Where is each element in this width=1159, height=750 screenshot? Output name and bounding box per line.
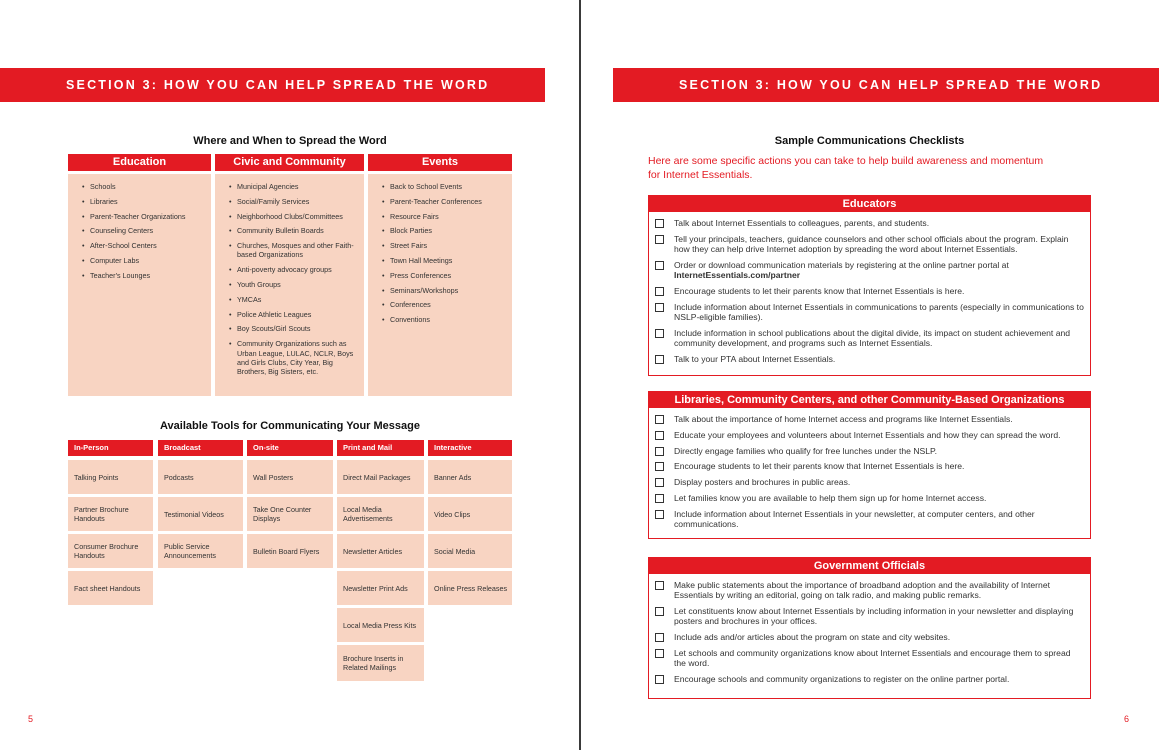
tool-cell-text: Talking Points xyxy=(74,472,119,482)
tool-cell-text: Newsletter Articles xyxy=(343,546,403,556)
tool-cell-text: Online Press Releases xyxy=(434,583,508,593)
tool-cell xyxy=(68,534,153,568)
checkbox-icon[interactable] xyxy=(655,510,664,519)
checklist-government xyxy=(648,557,1091,699)
tool-cell-text: Partner Brochure Handouts xyxy=(74,505,129,523)
tool-cell-text: Newsletter Print Ads xyxy=(343,583,408,593)
checklist-item xyxy=(655,674,1084,684)
checklist-item-text: Include ads and/or articles about the program on state and city websites. xyxy=(674,632,951,642)
tool-cell-text: Testimonial Videos xyxy=(164,509,224,519)
list-item: • Counseling Centers xyxy=(82,226,205,235)
list-item: • Back to School Events xyxy=(382,182,506,191)
column-header: Events xyxy=(368,154,512,171)
tool-cell-text: Public Service Announcements xyxy=(164,542,216,560)
list-item: • Youth Groups xyxy=(229,280,358,289)
list-item: • Community Bulletin Boards xyxy=(229,226,358,235)
checkbox-icon[interactable] xyxy=(655,329,664,338)
tool-cell xyxy=(337,460,424,494)
checkbox-icon[interactable] xyxy=(655,633,664,642)
checklist-item xyxy=(655,430,1084,440)
checklist-item xyxy=(655,477,1084,487)
checklist-item xyxy=(655,461,1084,471)
list-item: • Anti-poverty advocacy groups xyxy=(229,265,358,274)
checkbox-icon[interactable] xyxy=(655,415,664,424)
checklist-item xyxy=(655,606,1084,626)
tool-cell xyxy=(337,534,424,568)
list-item: • Churches, Mosques and other Faith-based Organizations xyxy=(229,241,358,260)
checklist-item-text: Order or download communication materials by registering at the online partner portal at xyxy=(674,259,1009,270)
checkbox-icon[interactable] xyxy=(655,581,664,590)
checklist-item-text: Include information about Internet Essentials in your newsletter, at computer centers, and other communications. xyxy=(674,508,1035,529)
tools-column-header: Print and Mail xyxy=(337,440,424,456)
checklist-item-text: Educate your employees and volunteers about Internet Essentials and how they can spread the word. xyxy=(674,429,1061,440)
checklist-item xyxy=(655,446,1084,456)
list-item: • Town Hall Meetings xyxy=(382,256,506,265)
checklist-item xyxy=(655,648,1084,668)
tool-cell xyxy=(158,497,243,531)
checkbox-icon[interactable] xyxy=(655,494,664,503)
checklist-item-text: Talk about the importance of home Internet access and programs like Internet Essentials. xyxy=(674,414,1013,424)
checklist-item xyxy=(655,302,1084,322)
checklist-item-text: Encourage students to let their parents know that Internet Essentials is here. xyxy=(674,285,965,296)
checklist-item-text: Let schools and community organizations know about Internet Essentials and encourage them to spread the word. xyxy=(674,647,1071,668)
checklist-item xyxy=(655,328,1084,348)
tool-cell-text: Local Media Advertisements xyxy=(343,505,393,523)
checklist-item xyxy=(655,218,1084,228)
tool-cell xyxy=(428,497,512,531)
tool-cell xyxy=(337,497,424,531)
checkbox-icon[interactable] xyxy=(655,447,664,456)
checkbox-icon[interactable] xyxy=(655,355,664,364)
tools-column-header: Interactive xyxy=(428,440,512,456)
section-banner: SECTION 3: HOW YOU CAN HELP SPREAD THE WORD xyxy=(0,68,545,102)
tools-column-header: Broadcast xyxy=(158,440,243,456)
tool-cell xyxy=(247,534,333,568)
list-item: • Teacher's Lounges xyxy=(82,271,205,280)
tool-cell xyxy=(68,460,153,494)
tools-column-header: In-Person xyxy=(68,440,153,456)
checklist-item xyxy=(655,234,1084,254)
page-number: 6 xyxy=(1124,714,1130,724)
left-page xyxy=(0,0,579,750)
list-item: • Neighborhood Clubs/Committees xyxy=(229,212,358,221)
checklist-libraries xyxy=(648,391,1091,539)
checkbox-icon[interactable] xyxy=(655,675,664,684)
tool-cell-text: Bulletin Board Flyers xyxy=(253,546,320,556)
checklist-item-text: Let constituents know about Internet Essentials by including information in your newsletter and displaying posters and brochures in your offices. xyxy=(674,606,1074,627)
list-item: • Seminars/Workshops xyxy=(382,286,506,295)
tool-cell-text: Wall Posters xyxy=(253,472,294,482)
tool-cell-text: Social Media xyxy=(434,546,476,556)
list-item: • Conferences xyxy=(382,300,506,309)
tool-cell xyxy=(337,645,424,681)
checklist-item xyxy=(655,632,1084,642)
list-item: • Block Parties xyxy=(382,226,506,235)
checkbox-icon[interactable] xyxy=(655,261,664,270)
checklist-item-text: Encourage schools and community organizations to register on the online partner portal. xyxy=(674,673,1010,684)
tool-cell xyxy=(428,460,512,494)
checkbox-icon[interactable] xyxy=(655,649,664,658)
tool-cell-text: Banner Ads xyxy=(434,472,472,482)
partner-portal-link[interactable]: InternetEssentials.com/partner xyxy=(674,270,801,280)
checklist-item-text: Talk about Internet Essentials to colleagues, parents, and students. xyxy=(674,218,930,228)
checklist-item xyxy=(655,493,1084,503)
checkbox-icon[interactable] xyxy=(655,219,664,228)
list-item: • Community Organizations such as Urban League, LULAC, NCLR, Boys and Girls Clubs, City Year, Big Brothers, Big Sisters, etc. xyxy=(229,339,358,376)
list-item: • Social/Family Services xyxy=(229,197,358,206)
checkbox-icon[interactable] xyxy=(655,287,664,296)
checkbox-icon[interactable] xyxy=(655,235,664,244)
checklist-header: Government Officials xyxy=(649,558,1090,574)
education-column xyxy=(68,154,211,396)
checkbox-icon[interactable] xyxy=(655,431,664,440)
checklist-header: Educators xyxy=(649,196,1090,212)
tools-title: Available Tools for Communicating Your Message xyxy=(160,420,420,432)
tool-cell-text: Take One Counter Displays xyxy=(253,505,312,523)
tool-cell xyxy=(428,534,512,568)
tools-column-header: On-site xyxy=(247,440,333,456)
list-item: • Resource Fairs xyxy=(382,212,506,221)
list-item: • Boy Scouts/Girl Scouts xyxy=(229,324,358,333)
checklist-item-text: Let families know you are available to help them sign up for home Internet access. xyxy=(674,492,987,503)
list-item: • Police Athletic Leagues xyxy=(229,310,358,319)
tool-cell xyxy=(428,571,512,605)
checklist-item xyxy=(655,509,1084,529)
list-item: • YMCAs xyxy=(229,295,358,304)
tool-cell-text: Fact sheet Handouts xyxy=(74,583,141,593)
checklist-item xyxy=(655,354,1084,364)
checklist-item-text: Tell your principals, teachers, guidance counselors and other school officials about the program. Explain how they can help drive Internet adoption by spreading the word about Internet Essentials. xyxy=(674,233,1069,254)
tool-cell xyxy=(158,534,243,568)
tool-cell xyxy=(68,571,153,605)
tool-cell xyxy=(158,460,243,494)
checklist-item xyxy=(655,580,1084,600)
list-item: • Parent-Teacher Conferences xyxy=(382,197,506,206)
checklist-item-text: Display posters and brochures in public areas. xyxy=(674,477,851,488)
civic-list xyxy=(229,182,358,376)
list-item: • Schools xyxy=(82,182,205,191)
tool-cell-text: Video Clips xyxy=(434,509,471,519)
list-item: • Conventions xyxy=(382,315,506,324)
list-item: • Street Fairs xyxy=(382,241,506,250)
tool-cell-text: Consumer Brochure Handouts xyxy=(74,542,139,560)
education-list xyxy=(82,182,205,280)
page-number: 5 xyxy=(28,714,34,724)
list-item: • Municipal Agencies xyxy=(229,182,358,191)
tool-cell-text: Podcasts xyxy=(164,472,194,482)
checklist-item xyxy=(655,286,1084,296)
tool-cell-text: Direct Mail Packages xyxy=(343,472,411,482)
checklists-title: Sample Communications Checklists xyxy=(774,135,965,147)
checklist-item xyxy=(655,260,1084,280)
tool-cell xyxy=(337,608,424,642)
tool-cell xyxy=(337,571,424,605)
events-list xyxy=(382,182,506,324)
checkbox-icon[interactable] xyxy=(655,478,664,487)
civic-column xyxy=(215,154,364,396)
checkbox-icon[interactable] xyxy=(655,462,664,471)
tool-cell-text: Brochure Inserts in Related Mailings xyxy=(343,654,404,672)
tool-cell xyxy=(247,460,333,494)
intro-text: Here are some specific actions you can take to help build awareness and momentum for Internet Essentials. xyxy=(648,155,1044,181)
events-column xyxy=(368,154,512,396)
checklist-item-text: Encourage students to let their parents know that Internet Essentials is here. xyxy=(674,461,965,472)
column-header: Education xyxy=(68,154,211,171)
list-item: • Libraries xyxy=(82,197,205,206)
list-item: • Computer Labs xyxy=(82,256,205,265)
list-item: • Press Conferences xyxy=(382,271,506,280)
checkbox-icon[interactable] xyxy=(655,303,664,312)
checklist-item-text: Make public statements about the importance of broadband adoption and the availability of Internet Essentials by writing an editorial, going on talk radio, and making public remarks. xyxy=(674,580,1050,601)
checklist-header: Libraries, Community Centers, and other Community-Based Organizations xyxy=(649,392,1090,408)
checkbox-icon[interactable] xyxy=(655,607,664,616)
checklist-item-text: Talk to your PTA about Internet Essentials. xyxy=(674,353,836,364)
tool-cell xyxy=(247,497,333,531)
checklist-educators xyxy=(648,195,1091,376)
list-item: • Parent-Teacher Organizations xyxy=(82,212,205,221)
checklist-item-text: Directly engage families who qualify for free lunches under the NSLP. xyxy=(674,445,938,456)
checklist-item-text: Include information in school publications about the digital divide, its impact on student achievement and community development, and programs such as Internet Essentials. xyxy=(674,327,1071,348)
column-header: Civic and Community xyxy=(215,154,364,171)
section-banner: SECTION 3: HOW YOU CAN HELP SPREAD THE WORD xyxy=(613,68,1159,102)
checklist-item xyxy=(655,414,1084,424)
list-item: • After-School Centers xyxy=(82,241,205,250)
tool-cell xyxy=(68,497,153,531)
where-when-title: Where and When to Spread the Word xyxy=(193,135,387,147)
tool-cell-text: Local Media Press Kits xyxy=(343,620,417,630)
checklist-item-text: Include information about Internet Essentials in communications to parents (especially in communications to NSLP-eligible families). xyxy=(674,301,1084,322)
